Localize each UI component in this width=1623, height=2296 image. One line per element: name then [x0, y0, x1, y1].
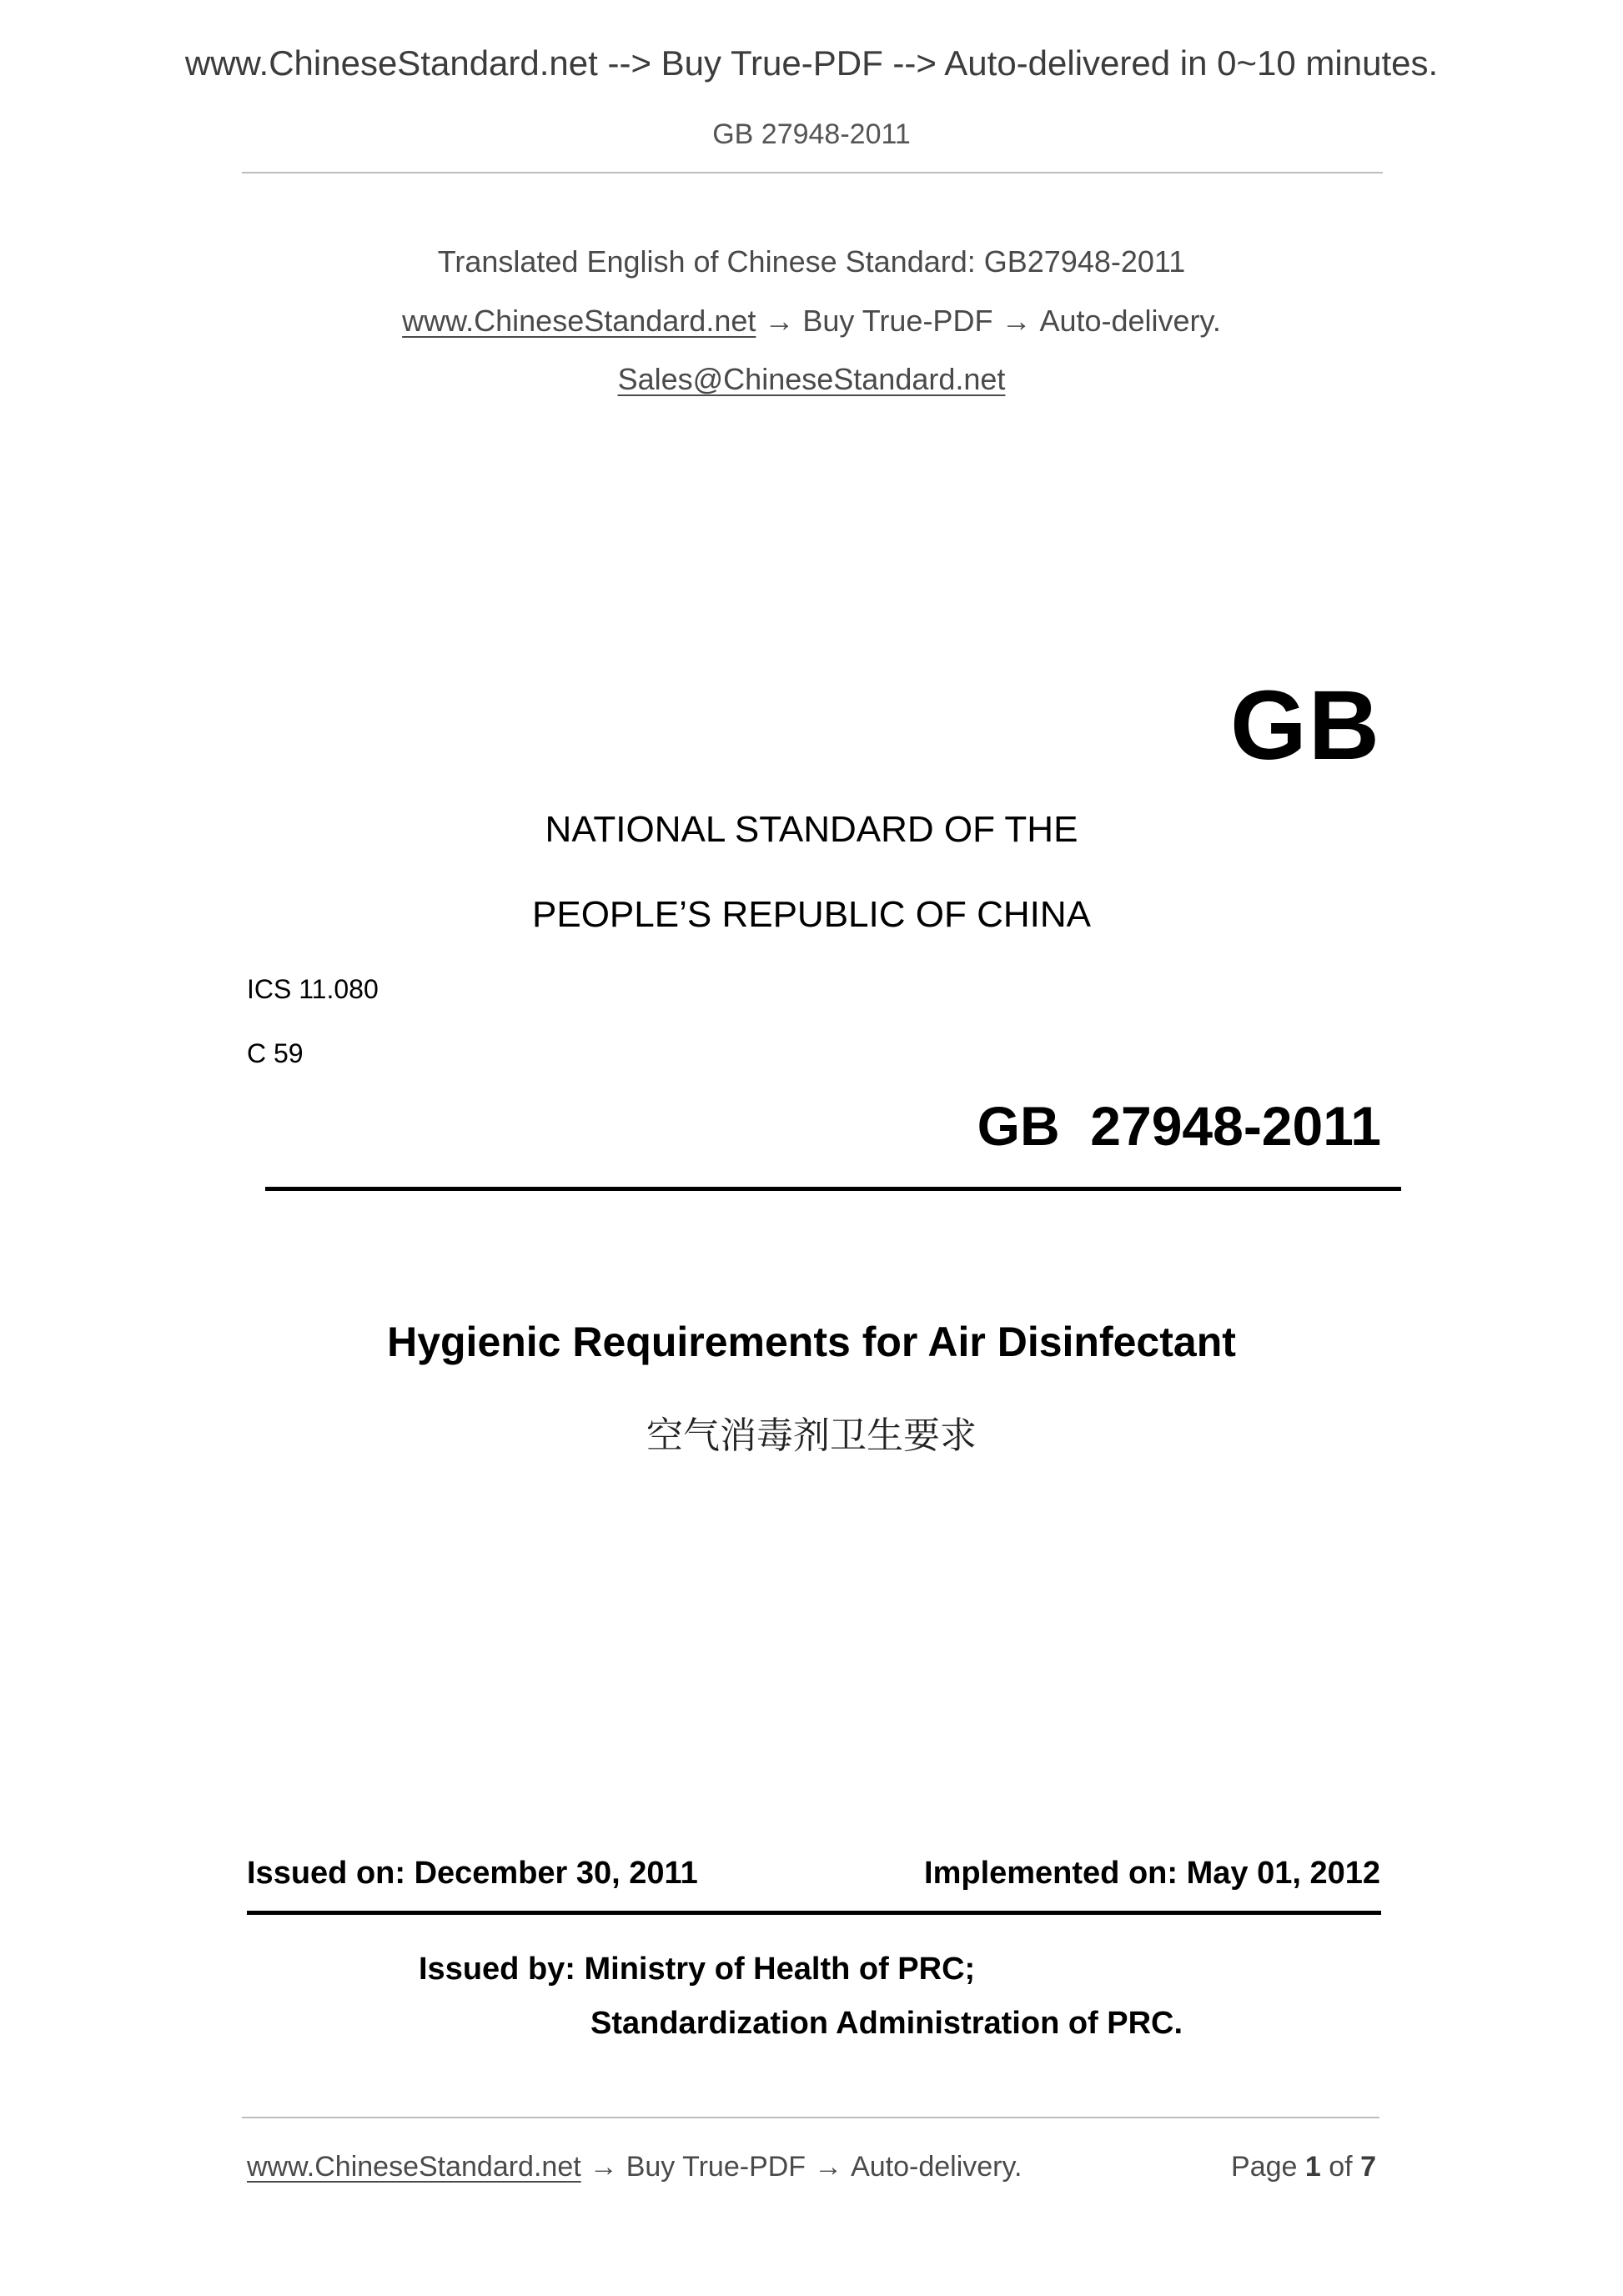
page-current: 1 — [1304, 2151, 1321, 2183]
buy-line — [0, 304, 1623, 339]
title-chinese: 空气消毒剂卫生要求 — [646, 1415, 977, 1456]
national-standard-line2: PEOPLE’S REPUBLIC OF CHINA — [532, 894, 1091, 935]
buy-text: Buy True-PDF — [802, 304, 993, 338]
ccs-code: C 59 — [247, 1038, 304, 1068]
ics-code: ICS 11.080 — [247, 974, 379, 1004]
issued-on-date: Issued on: December 30, 2011 — [247, 1856, 698, 1891]
page-label: Page — [1231, 2151, 1298, 2183]
standard-number: GB 27948-2011 — [977, 1095, 1381, 1157]
page-total: 7 — [1360, 2151, 1376, 2183]
arrow-right-icon: → — [814, 2151, 843, 2183]
page-indicator — [1231, 2151, 1376, 2183]
page-of: of — [1329, 2151, 1353, 2183]
banner-delivery: Auto-delivered in 0~10 minutes. — [944, 43, 1439, 83]
banner-separator: --> — [892, 43, 937, 83]
title-english: Hygienic Requirements for Air Disinfectant — [387, 1319, 1236, 1365]
implemented-on-date: Implemented on: May 01, 2012 — [924, 1856, 1380, 1891]
banner-site: www.ChineseStandard.net — [184, 43, 598, 83]
arrow-right-icon: → — [764, 304, 795, 338]
footer-divider — [242, 2117, 1379, 2118]
standard-number-rule — [265, 1187, 1401, 1191]
banner-buy: Buy True-PDF — [661, 43, 883, 83]
footer-delivery-text: Auto-delivery. — [851, 2151, 1023, 2183]
issued-by-line2: Standardization Administration of PRC. — [590, 2006, 1183, 2041]
top-banner — [0, 43, 1623, 83]
national-standard-line1: NATIONAL STANDARD OF THE — [545, 809, 1078, 850]
translation-notice: Translated English of Chinese Standard: GB27948-2011 — [437, 244, 1186, 279]
arrow-right-icon: → — [1001, 304, 1032, 338]
site-link[interactable]: www.ChineseStandard.net — [402, 304, 756, 338]
dates-rule — [247, 1911, 1381, 1915]
banner-separator: --> — [607, 43, 651, 83]
gb-logo: GB — [1230, 671, 1381, 781]
footer-buy-text: Buy True-PDF — [626, 2151, 806, 2183]
issued-by-line1: Issued by: Ministry of Health of PRC; — [419, 1952, 976, 1987]
delivery-text: Auto-delivery. — [1039, 304, 1221, 338]
sales-line — [0, 362, 1623, 397]
sales-email-link[interactable]: Sales@ChineseStandard.net — [617, 362, 1006, 396]
arrow-right-icon: → — [589, 2151, 618, 2183]
header-standard-code: GB 27948-2011 — [712, 118, 911, 150]
header-divider — [242, 172, 1383, 173]
footer-site-link[interactable]: www.ChineseStandard.net — [247, 2151, 581, 2183]
footer-buy-line — [247, 2151, 1022, 2183]
